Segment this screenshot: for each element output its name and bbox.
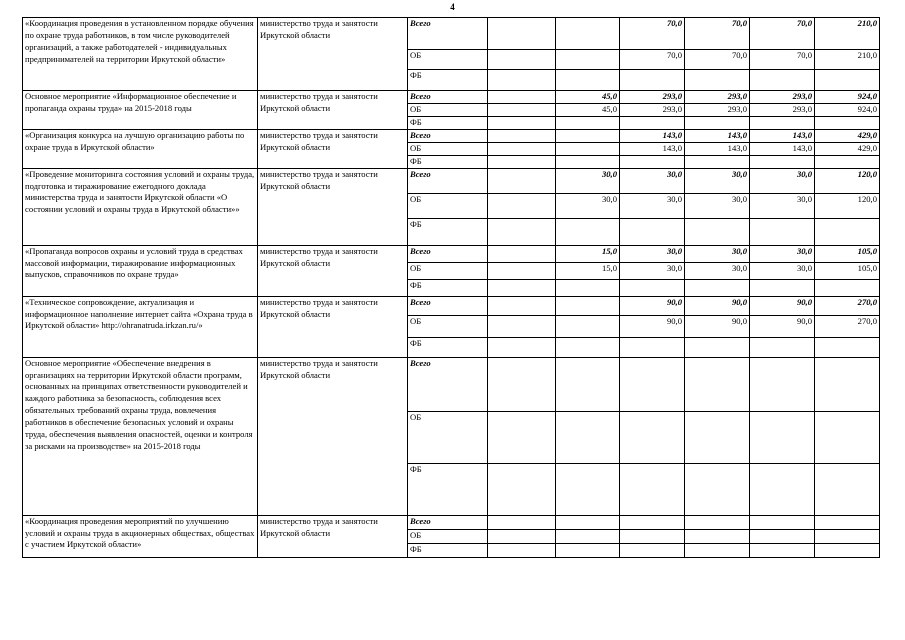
funding-value bbox=[556, 529, 620, 543]
funding-value: 105,0 bbox=[815, 262, 880, 279]
funding-value bbox=[620, 463, 685, 515]
funding-value bbox=[750, 116, 815, 129]
funding-value bbox=[750, 337, 815, 357]
responsible-organization: министерство труда и занятости Иркутской области bbox=[258, 91, 408, 130]
funding-value bbox=[620, 543, 685, 557]
responsible-organization: министерство труда и занятости Иркутской области bbox=[258, 18, 408, 91]
funding-source-code: ФБ bbox=[408, 155, 488, 168]
funding-value: 105,0 bbox=[815, 245, 880, 262]
funding-source-code: ФБ bbox=[408, 70, 488, 91]
funding-value bbox=[556, 279, 620, 296]
funding-source-code: ФБ bbox=[408, 463, 488, 515]
funding-value: 30,0 bbox=[685, 193, 750, 218]
funding-value: 30,0 bbox=[620, 193, 685, 218]
funding-value: 30,0 bbox=[556, 168, 620, 193]
funding-value bbox=[488, 515, 556, 529]
funding-value bbox=[620, 279, 685, 296]
funding-value: 70,0 bbox=[750, 18, 815, 50]
funding-value bbox=[685, 337, 750, 357]
funding-value: 30,0 bbox=[556, 193, 620, 218]
funding-value: 30,0 bbox=[620, 245, 685, 262]
funding-value bbox=[685, 116, 750, 129]
funding-value bbox=[556, 70, 620, 91]
funding-value: 70,0 bbox=[750, 50, 815, 70]
funding-value: 70,0 bbox=[620, 18, 685, 50]
funding-source-code: ФБ bbox=[408, 116, 488, 129]
page-number: 4 bbox=[450, 2, 455, 12]
budget-table-body bbox=[23, 18, 880, 558]
funding-value bbox=[488, 18, 556, 50]
funding-value: 70,0 bbox=[620, 50, 685, 70]
funding-value bbox=[488, 218, 556, 245]
funding-value: 90,0 bbox=[685, 296, 750, 315]
funding-value bbox=[815, 155, 880, 168]
funding-value bbox=[556, 155, 620, 168]
funding-value bbox=[750, 529, 815, 543]
funding-value: 143,0 bbox=[750, 129, 815, 142]
funding-value bbox=[685, 218, 750, 245]
funding-source-code: Всего bbox=[408, 296, 488, 315]
funding-value bbox=[815, 411, 880, 463]
funding-value bbox=[556, 515, 620, 529]
funding-value bbox=[488, 411, 556, 463]
funding-value bbox=[556, 357, 620, 411]
funding-value bbox=[815, 218, 880, 245]
funding-value: 210,0 bbox=[815, 18, 880, 50]
funding-value bbox=[556, 218, 620, 245]
funding-value bbox=[815, 279, 880, 296]
funding-value: 30,0 bbox=[685, 262, 750, 279]
table-row bbox=[23, 18, 880, 50]
funding-value: 270,0 bbox=[815, 315, 880, 337]
table-row bbox=[23, 129, 880, 142]
funding-value bbox=[685, 515, 750, 529]
funding-value: 924,0 bbox=[815, 91, 880, 104]
funding-value bbox=[556, 543, 620, 557]
funding-value: 90,0 bbox=[685, 315, 750, 337]
funding-source-code: Всего bbox=[408, 129, 488, 142]
funding-value bbox=[556, 411, 620, 463]
funding-value bbox=[556, 116, 620, 129]
funding-source-code: Всего bbox=[408, 91, 488, 104]
funding-source-code: ФБ bbox=[408, 543, 488, 557]
funding-value: 30,0 bbox=[685, 245, 750, 262]
funding-value bbox=[685, 70, 750, 91]
table-row bbox=[23, 357, 880, 411]
funding-value bbox=[620, 70, 685, 91]
funding-value bbox=[488, 463, 556, 515]
funding-source-code: ОБ bbox=[408, 262, 488, 279]
funding-value bbox=[556, 463, 620, 515]
funding-value: 293,0 bbox=[750, 91, 815, 104]
funding-value: 45,0 bbox=[556, 91, 620, 104]
funding-value bbox=[488, 337, 556, 357]
funding-value bbox=[750, 279, 815, 296]
funding-value bbox=[750, 543, 815, 557]
funding-value bbox=[488, 91, 556, 104]
measure-description: «Координация проведения мероприятий по улучшению условий и охраны труда в акционерных обществах, обществах с участием Иркутской области» bbox=[23, 515, 258, 557]
funding-source-code: ОБ bbox=[408, 193, 488, 218]
funding-value bbox=[488, 70, 556, 91]
funding-value bbox=[488, 315, 556, 337]
funding-value bbox=[488, 142, 556, 155]
funding-value: 45,0 bbox=[556, 104, 620, 117]
funding-value bbox=[488, 357, 556, 411]
funding-value bbox=[685, 543, 750, 557]
funding-value: 15,0 bbox=[556, 262, 620, 279]
responsible-organization: министерство труда и занятости Иркутской области bbox=[258, 296, 408, 357]
funding-value bbox=[556, 50, 620, 70]
funding-value bbox=[815, 463, 880, 515]
funding-value bbox=[685, 463, 750, 515]
measure-description: «Техническое сопровождение, актуализация и информационное наполнение интернет сайта «Охрана труда в Иркутской области» http://ohranatruda.irkzan.ru/» bbox=[23, 296, 258, 357]
funding-value bbox=[815, 337, 880, 357]
funding-value bbox=[620, 411, 685, 463]
funding-value bbox=[815, 357, 880, 411]
funding-value bbox=[620, 155, 685, 168]
funding-value: 143,0 bbox=[685, 129, 750, 142]
funding-value: 70,0 bbox=[685, 18, 750, 50]
funding-value bbox=[488, 116, 556, 129]
funding-value bbox=[488, 168, 556, 193]
funding-value: 293,0 bbox=[685, 91, 750, 104]
funding-value: 15,0 bbox=[556, 245, 620, 262]
funding-value: 30,0 bbox=[620, 168, 685, 193]
measure-description: «Организация конкурса на лучшую организацию работы по охране труда в Иркутской области» bbox=[23, 129, 258, 168]
funding-source-code: ФБ bbox=[408, 337, 488, 357]
funding-value bbox=[556, 337, 620, 357]
measure-description: «Проведение мониторинга состояния условий и охраны труда, подготовка и тиражирование ежегодного доклада министерства труда и занятости Иркутской области «О состоянии условий и охраны труда в Иркутской области»» bbox=[23, 168, 258, 245]
table-row bbox=[23, 91, 880, 104]
funding-value bbox=[488, 279, 556, 296]
funding-value: 210,0 bbox=[815, 50, 880, 70]
funding-value bbox=[750, 411, 815, 463]
funding-value bbox=[685, 529, 750, 543]
funding-value bbox=[488, 129, 556, 142]
measure-description: Основное мероприятие «Информационное обеспечение и пропаганда охраны труда» на 2015-2018 годы bbox=[23, 91, 258, 130]
responsible-organization: министерство труда и занятости Иркутской области bbox=[258, 168, 408, 245]
funding-value bbox=[488, 543, 556, 557]
funding-value bbox=[488, 529, 556, 543]
funding-source-code: ОБ bbox=[408, 104, 488, 117]
funding-value: 293,0 bbox=[620, 104, 685, 117]
funding-value bbox=[488, 296, 556, 315]
funding-value bbox=[556, 129, 620, 142]
funding-value: 90,0 bbox=[620, 296, 685, 315]
funding-value bbox=[488, 155, 556, 168]
funding-value: 429,0 bbox=[815, 129, 880, 142]
funding-source-code: ОБ bbox=[408, 50, 488, 70]
funding-value bbox=[620, 116, 685, 129]
funding-value: 70,0 bbox=[685, 50, 750, 70]
funding-source-code: ОБ bbox=[408, 411, 488, 463]
funding-value bbox=[750, 70, 815, 91]
funding-source-code: Всего bbox=[408, 168, 488, 193]
funding-value bbox=[815, 529, 880, 543]
funding-source-code: Всего bbox=[408, 245, 488, 262]
funding-value bbox=[750, 357, 815, 411]
table-row bbox=[23, 245, 880, 262]
funding-value: 143,0 bbox=[620, 129, 685, 142]
funding-value bbox=[815, 543, 880, 557]
funding-value bbox=[815, 70, 880, 91]
funding-value bbox=[750, 463, 815, 515]
funding-value bbox=[488, 193, 556, 218]
funding-value bbox=[620, 529, 685, 543]
funding-value bbox=[488, 245, 556, 262]
funding-value: 90,0 bbox=[750, 315, 815, 337]
funding-source-code: ОБ bbox=[408, 529, 488, 543]
funding-value: 120,0 bbox=[815, 168, 880, 193]
funding-source-code: ФБ bbox=[408, 279, 488, 296]
funding-value bbox=[685, 155, 750, 168]
responsible-organization: министерство труда и занятости Иркутской области bbox=[258, 129, 408, 168]
funding-value bbox=[556, 18, 620, 50]
funding-source-code: Всего bbox=[408, 18, 488, 50]
table-row bbox=[23, 168, 880, 193]
funding-value bbox=[620, 357, 685, 411]
funding-value bbox=[685, 411, 750, 463]
funding-value: 30,0 bbox=[750, 168, 815, 193]
funding-value bbox=[556, 142, 620, 155]
funding-source-code: ОБ bbox=[408, 142, 488, 155]
funding-value bbox=[488, 50, 556, 70]
funding-value: 30,0 bbox=[620, 262, 685, 279]
funding-value bbox=[488, 104, 556, 117]
funding-value: 30,0 bbox=[750, 193, 815, 218]
funding-value: 143,0 bbox=[750, 142, 815, 155]
budget-table bbox=[22, 17, 880, 558]
funding-source-code: ФБ bbox=[408, 218, 488, 245]
funding-value: 293,0 bbox=[620, 91, 685, 104]
funding-value: 30,0 bbox=[750, 245, 815, 262]
funding-value bbox=[685, 279, 750, 296]
table-row bbox=[23, 296, 880, 315]
funding-value: 293,0 bbox=[750, 104, 815, 117]
measure-description: «Координация проведения в установленном порядке обучения по охране труда работников, в том числе руководителей организаций, а также работодателей - индивидуальных предпринимателей на территории Иркутской области» bbox=[23, 18, 258, 91]
funding-value bbox=[556, 296, 620, 315]
funding-value: 143,0 bbox=[620, 142, 685, 155]
funding-value: 30,0 bbox=[685, 168, 750, 193]
funding-source-code: Всего bbox=[408, 357, 488, 411]
funding-value bbox=[685, 357, 750, 411]
funding-value bbox=[620, 515, 685, 529]
funding-value bbox=[750, 515, 815, 529]
funding-value bbox=[750, 218, 815, 245]
funding-value bbox=[815, 116, 880, 129]
responsible-organization: министерство труда и занятости Иркутской области bbox=[258, 245, 408, 296]
funding-source-code: ОБ bbox=[408, 315, 488, 337]
funding-value: 90,0 bbox=[750, 296, 815, 315]
funding-value: 270,0 bbox=[815, 296, 880, 315]
measure-description: «Пропаганда вопросов охраны и условий труда в средствах массовой информации, тиражирование информационных выпусков, справочников по охране труда» bbox=[23, 245, 258, 296]
funding-value: 924,0 bbox=[815, 104, 880, 117]
funding-value: 429,0 bbox=[815, 142, 880, 155]
responsible-organization: министерство труда и занятости Иркутской области bbox=[258, 357, 408, 515]
funding-value bbox=[750, 155, 815, 168]
funding-value: 143,0 bbox=[685, 142, 750, 155]
funding-value bbox=[815, 515, 880, 529]
funding-value bbox=[620, 337, 685, 357]
funding-value: 293,0 bbox=[685, 104, 750, 117]
funding-value: 90,0 bbox=[620, 315, 685, 337]
responsible-organization: министерство труда и занятости Иркутской области bbox=[258, 515, 408, 557]
funding-value bbox=[620, 218, 685, 245]
funding-source-code: Всего bbox=[408, 515, 488, 529]
funding-value: 120,0 bbox=[815, 193, 880, 218]
funding-value bbox=[488, 262, 556, 279]
measure-description: Основное мероприятие «Обеспечение внедрения в организациях на территории Иркутской области программ, основанных на принципах ответственности руководителей и каждого работника за безопасность, соблюдения всех обязательных требований охраны труда, вовлечения работников в обеспечение безопасных условий и охраны труда, обеспечения выявления опасностей, оценки и контроля за рисками на производстве» на 2015-2018 годы bbox=[23, 357, 258, 515]
funding-value: 30,0 bbox=[750, 262, 815, 279]
table-row bbox=[23, 515, 880, 529]
funding-value bbox=[556, 315, 620, 337]
